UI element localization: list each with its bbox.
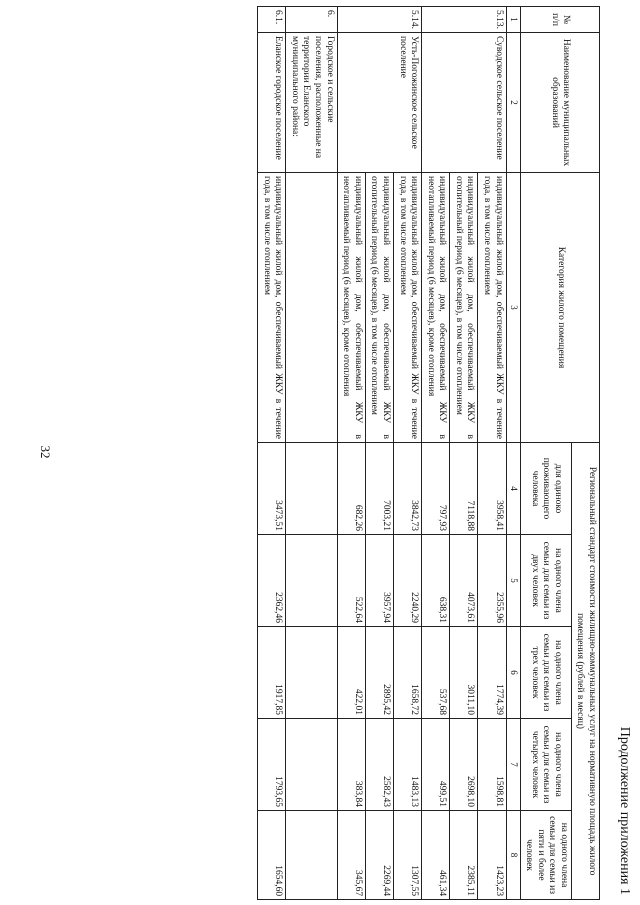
value-three: 1774,39 [478, 627, 506, 719]
housing-category: индивидуальный жилой дом, обеспечиваемый ЖКУ в неотапливаемый период (6 месяцев), кроме отопления [422, 173, 450, 443]
header-sub-single: для одиноко проживающего человека [520, 443, 571, 535]
housing-category [286, 173, 337, 443]
municipality-name: Суводское сельское поселение [422, 33, 506, 173]
value-two: 522,64 [337, 535, 365, 627]
value-four: 1483,13 [393, 719, 421, 811]
value-single [286, 443, 337, 535]
header-municipality: Наименование муниципальных образований [520, 33, 599, 173]
municipality-name: Еланское городское поселение [258, 33, 286, 173]
value-three: 422,01 [337, 627, 365, 719]
row-number: 6.1. [258, 7, 286, 33]
table-row [393, 7, 421, 900]
column-index: 3 [506, 173, 520, 443]
header-sub-three: на одного члена семьи для семьи из трех человек [520, 627, 571, 719]
value-three: 2895,42 [365, 627, 393, 719]
column-index: 5 [506, 535, 520, 627]
value-two: 2240,29 [393, 535, 421, 627]
housing-category: индивидуальный жилой дом, обеспечиваемый ЖКУ в течение года, в том числе отоплением [393, 173, 421, 443]
value-single: 7118,88 [450, 443, 478, 535]
rotated-page [86, 0, 640, 905]
header-sub-four: на одного члена семьи для семьи из четырех человек [520, 719, 571, 811]
value-four: 2698,10 [450, 719, 478, 811]
value-five: 461,34 [422, 811, 450, 900]
table-row-section [286, 7, 337, 900]
value-three: 3011,10 [450, 627, 478, 719]
value-single: 3958,41 [478, 443, 506, 535]
table-row [258, 7, 286, 900]
housing-category: индивидуальный жилой дом, обеспечиваемый ЖКУ в отопительный период (6 месяцев), в том числе отоплением [365, 173, 393, 443]
header-sub-two: на одного члена семьи для семьи из двух человек [520, 535, 571, 627]
header-standard: Региональный стандарт стоимости жилищно-коммунальных услуг на нормативную площадь жилого помещения (рублей в месяц) [571, 443, 599, 900]
value-single: 7003,21 [365, 443, 393, 535]
value-five: 1423,23 [478, 811, 506, 900]
page-number: 32 [38, 445, 53, 459]
column-index: 4 [506, 443, 520, 535]
value-two: 2362,46 [258, 535, 286, 627]
housing-category: индивидуальный жилой дом, обеспечиваемый ЖКУ в течение года, в том числе отоплением [258, 173, 286, 443]
value-three: 537,68 [422, 627, 450, 719]
municipality-name: Усть-Погожинское сельское поселение [337, 33, 421, 173]
housing-category: индивидуальный жилой дом, обеспечиваемый ЖКУ в отопительный период (6 месяцев), в том числе отоплением [450, 173, 478, 443]
column-index: 1 [506, 7, 520, 33]
row-number: 6. [286, 7, 337, 33]
value-two [286, 535, 337, 627]
value-four: 499,51 [422, 719, 450, 811]
housing-category: индивидуальный жилой дом, обеспечиваемый ЖКУ в течение года, в том числе отоплением [478, 173, 506, 443]
table-row [478, 7, 506, 900]
header-number: № п/п [520, 7, 599, 33]
value-five: 2385,11 [450, 811, 478, 900]
value-single: 682,26 [337, 443, 365, 535]
value-four: 1598,81 [478, 719, 506, 811]
value-two: 4073,61 [450, 535, 478, 627]
value-five: 1654,60 [258, 811, 286, 900]
header-sub-five: на одного члена семьи для семьи из пяти и более человек [520, 811, 571, 900]
column-index: 8 [506, 811, 520, 900]
value-five: 2269,44 [365, 811, 393, 900]
value-two: 2355,96 [478, 535, 506, 627]
row-number: 5.14. [337, 7, 421, 33]
housing-category: индивидуальный жилой дом, обеспечиваемый ЖКУ в неотапливаемый период (6 месяцев), кроме отопления [337, 173, 365, 443]
value-three: 1658,72 [393, 627, 421, 719]
value-single: 797,93 [422, 443, 450, 535]
value-five: 1307,55 [393, 811, 421, 900]
value-four: 2582,43 [365, 719, 393, 811]
value-five [286, 811, 337, 900]
header-category: Категория жилого помещения [520, 173, 599, 443]
column-index: 7 [506, 719, 520, 811]
value-single: 3473,51 [258, 443, 286, 535]
value-five: 345,67 [337, 811, 365, 900]
municipality-name: Городское и сельские поселения, расположенные на территории Еланского муниципального района: [286, 33, 337, 173]
value-four: 1793,65 [258, 719, 286, 811]
column-index: 2 [506, 33, 520, 173]
value-four: 383,84 [337, 719, 365, 811]
column-index: 6 [506, 627, 520, 719]
row-number: 5.13. [422, 7, 506, 33]
value-single: 3842,73 [393, 443, 421, 535]
value-three: 1917,85 [258, 627, 286, 719]
value-two: 3957,94 [365, 535, 393, 627]
value-four [286, 719, 337, 811]
housing-cost-table [257, 6, 600, 900]
column-index-row [506, 7, 520, 900]
value-three [286, 627, 337, 719]
value-two: 638,31 [422, 535, 450, 627]
appendix-note: Продолжение приложения 1 [617, 726, 632, 895]
